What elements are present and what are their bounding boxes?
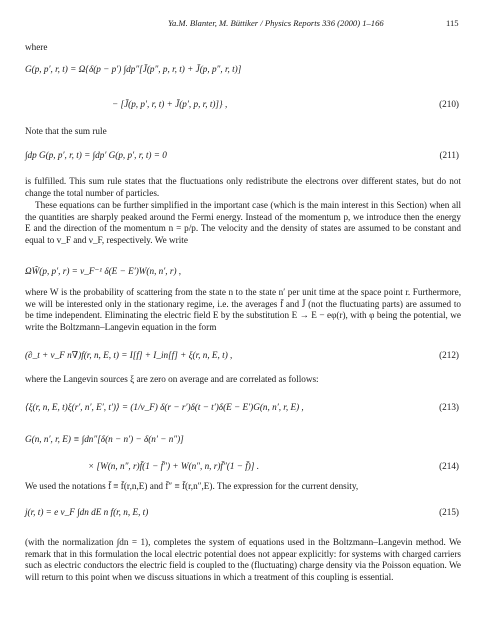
equation-210-line-1: G(p, p′, r, t) = Ω{δ(p − p′) ∫dp″[J̄(p″, p, r, t) + J̄(p, p″, r, t)] <box>25 64 242 74</box>
running-head: Ya.M. Blanter, M. Büttiker / Physics Reports 336 (2000) 1–166 <box>168 18 384 28</box>
equation-number-215: (215) <box>439 507 459 517</box>
equation-213: ⟨ξ(r, n, E, t)ξ(r′, n′, E′, t′)⟩ = (1/ν_F) δ(r − r′)δ(t − t′)δ(E − E′)G(n, n′, r, E) , <box>25 402 304 412</box>
paragraph-langevin: where the Langevin sources ξ are zero on average and are correlated as follows: <box>25 374 319 384</box>
paragraph-final: (with the normalization ∫dn = 1), completes the system of equations used in the Boltzmann–Langevin method. We remark that in this formulation the local electric potential does not appear explicitly: for systems with charged carriers such as electric conductors the electric field is coupled to the (fluctuating) charge density via the Poisson equation. We will return to this point when we discuss situations in which a treatment of this coupling is essential. <box>25 537 461 582</box>
equation-number-214: (214) <box>439 461 459 471</box>
paragraph-notations: We used the notations f̄ ≡ f̄(r,n,E) and f̄″ ≡ f̄(r,n″,E). The expression for the current density, <box>25 481 359 491</box>
paragraph-simplified: These equations can be further simplified in the important case (which is the main interest in this Section) when all the quantities are sharply peaked around the Fermi energy. Instead of the momentum p, we introduce then the energy E and the direction of the momentum n = p/p. The velocity and the density of states are assumed to be constant and equal to v_F and ν_F, respectively. We write <box>25 200 461 245</box>
page-number: 115 <box>446 18 459 28</box>
paragraph-fulfilled: is fulfilled. This sum rule states that the fluctuations only redistribute the electrons over different states, but do not change the total number of particles. <box>25 176 461 198</box>
equation-number-211: (211) <box>439 150 459 160</box>
paragraph-where-w: where W is the probability of scattering from the state n to the state n′ per unit time at the space point r. Furthermore, we will be interested only in the stationary regime, i.e. the averages f̄ and J̄ (not the fluctuating parts) are assumed to be time independent. Eliminating the electric field E by the substitution E → E − eφ(r), with φ being the potential, we write the Boltzmann–Langevin equation in the form <box>25 287 461 332</box>
equation-number-213: (213) <box>439 402 459 412</box>
equation-212: (∂_t + v_F n∇)f(r, n, E, t) = I[f] + I_in[f] + ξ(r, n, E, t) , <box>25 350 233 360</box>
equation-scattering-rate: ΩW̃(p, p′, r) = ν_F⁻¹ δ(E − E′)W(n, n′, r) , <box>25 266 182 276</box>
equation-211: ∫dp G(p, p′, r, t) = ∫dp′ G(p, p′, r, t) = 0 <box>25 150 167 160</box>
equation-210-line-2: − [J̄(p, p′, r, t) + J̄(p′, p, r, t)]} , <box>112 99 228 109</box>
sum-rule-intro: Note that the sum rule <box>25 126 107 136</box>
where-label-1: where <box>25 42 48 52</box>
equation-number-212: (212) <box>439 350 459 360</box>
equation-214-line-2: × [W(n, n″, r)f̄(1 − f̄″) + W(n″, n, r)f̄″(1 − f̄)] . <box>88 461 260 471</box>
equation-number-210: (210) <box>439 99 459 109</box>
equation-215: j(r, t) = e v_F ∫dn dE n f(r, n, E, t) <box>25 507 149 517</box>
equation-214-line-1: G(n, n′, r, E) ≡ ∫dn″[δ(n − n′) − δ(n′ − n″)] <box>25 434 184 444</box>
